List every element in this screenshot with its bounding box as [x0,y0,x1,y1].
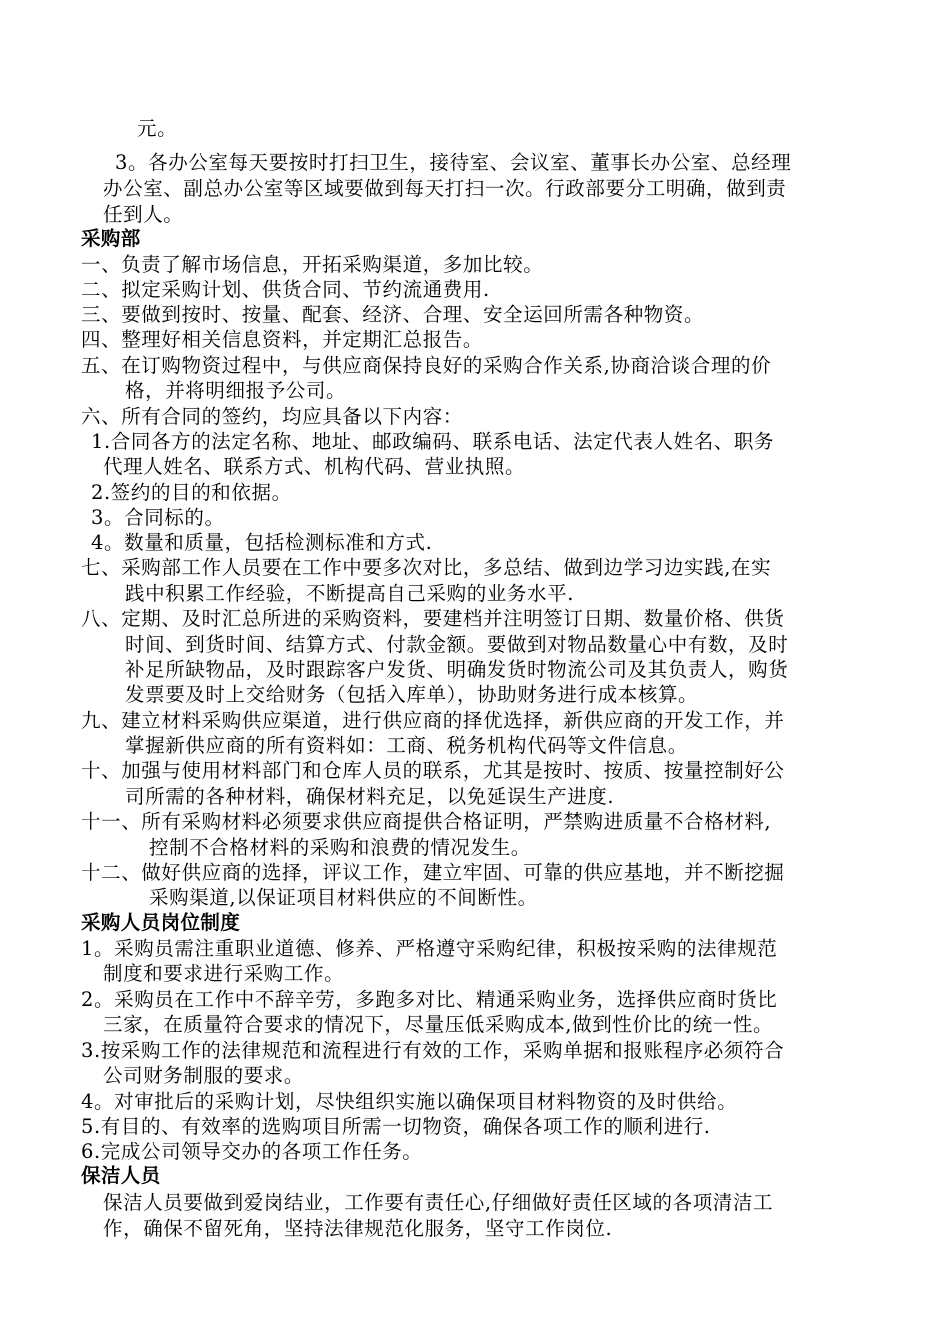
intro-line: 3。各办公室每天要按时打扫卫生，接待室、会议室、董事长办公室、总经理 [115,151,792,174]
list-item-continuation: 格，并将明细报予公司。 [125,379,347,402]
list-item-continuation: 采购渠道,以保证项目材料供应的不间断性。 [149,886,538,909]
list-item-continuation: 掌握新供应商的所有资料如：工商、税务机构代码等文件信息。 [125,734,688,757]
list-item: 五、在订购物资过程中，与供应商保持良好的采购合作关系,协商洽谈合理的价 [81,354,772,377]
list-item: 六、所有合同的签约，均应具备以下内容： [81,405,463,428]
list-item: 4。对审批后的采购计划，尽快组织实施以确保项目材料物资的及时供给。 [81,1090,738,1113]
list-item: 八、定期、及时汇总所进的采购资料，要建档并注明签订日期、数量价格、供货 [81,607,785,630]
list-item: 5.有目的、有效率的选购项目所需一切物资，确保各项工作的顺利进行. [81,1115,711,1138]
list-item-continuation: 时间、到货时间、结算方式、付款金额。要做到对物品数量心中有数，及时 [125,633,789,656]
intro-line: 元。 [137,117,178,140]
list-item-continuation: 公司财务制服的要求。 [103,1064,305,1087]
list-item: 十一、所有采购材料必须要求供应商提供合格证明，严禁购进质量不合格材料, [81,810,772,833]
list-item: 1.合同各方的法定名称、地址、邮政编码、联系电话、法定代表人姓名、职务 [91,430,775,453]
list-item: 4。数量和质量，包括检测标准和方式. [91,531,433,554]
section-heading-purchaser-rules: 采购人员岗位制度 [81,911,241,934]
list-item-continuation: 代理人姓名、联系方式、机构代码、营业执照。 [103,455,526,478]
paragraph-line: 作，确保不留死角，坚持法律规范化服务，坚守工作岗位. [103,1217,613,1240]
intro-line: 办公室、副总办公室等区域要做到每天打扫一次。行政部要分工明确，做到责 [103,177,787,200]
list-item-continuation: 控制不合格材料的采购和浪费的情况发生。 [149,836,531,859]
list-item: 十二、做好供应商的选择，评议工作，建立牢固、可靠的供应基地，并不断挖掘 [81,861,785,884]
list-item: 二、拟定采购计划、供货合同、节约流通费用. [81,278,490,301]
list-item: 3.按采购工作的法律规范和流程进行有效的工作，采购单据和报账程序必须符合 [81,1039,785,1062]
list-item-continuation: 补足所缺物品，及时跟踪客户发货、明确发货时物流公司及其负责人，购货 [125,658,789,681]
list-item: 十、加强与使用材料部门和仓库人员的联系，尤其是按时、按质、按量控制好公 [81,759,785,782]
list-item-continuation: 发票要及时上交给财务（包括入库单），协助财务进行成本核算。 [125,683,699,706]
list-item: 2。采购员在工作中不辞辛劳，多跑多对比、精通采购业务，选择供应商时货比 [81,988,778,1011]
list-item: 四、整理好相关信息资料，并定期汇总报告。 [81,328,484,351]
list-item-continuation: 践中积累工作经验，不断提高自己采购的业务水平. [125,582,574,605]
section-heading-purchasing: 采购部 [81,227,141,250]
list-item: 3。合同标的。 [91,506,225,529]
intro-line: 任到人。 [103,203,184,226]
section-heading-cleaners: 保洁人员 [81,1164,161,1187]
list-item: 七、采购部工作人员要在工作中要多次对比，多总结、做到边学习边实践,在实 [81,556,772,579]
list-item-continuation: 司所需的各种材料，确保材料充足，以免延误生产进度. [125,785,615,808]
list-item: 2.签约的目的和依据。 [91,481,292,504]
list-item: 九、建立材料采购供应渠道，进行供应商的择优选择，新供应商的开发工作，并 [81,709,785,732]
list-item: 6.完成公司领导交办的各项工作任务。 [81,1140,423,1163]
paragraph-line: 保洁人员要做到爱岗结业，工作要有责任心,仔细做好责任区域的各项清洁工 [103,1191,774,1214]
list-item: 1。采购员需注重职业道德、修养、严格遵守采购纪律，积极按采购的法律规范 [81,937,778,960]
list-item: 一、负责了解市场信息，开拓采购渠道，多加比较。 [81,253,544,276]
list-item-continuation: 制度和要求进行采购工作。 [103,962,345,985]
list-item: 三、要做到按时、按量、配套、经济、合理、安全运回所需各种物资。 [81,303,705,326]
list-item-continuation: 三家，在质量符合要求的情况下，尽量压低采购成本,做到性价比的统一性。 [103,1013,774,1036]
